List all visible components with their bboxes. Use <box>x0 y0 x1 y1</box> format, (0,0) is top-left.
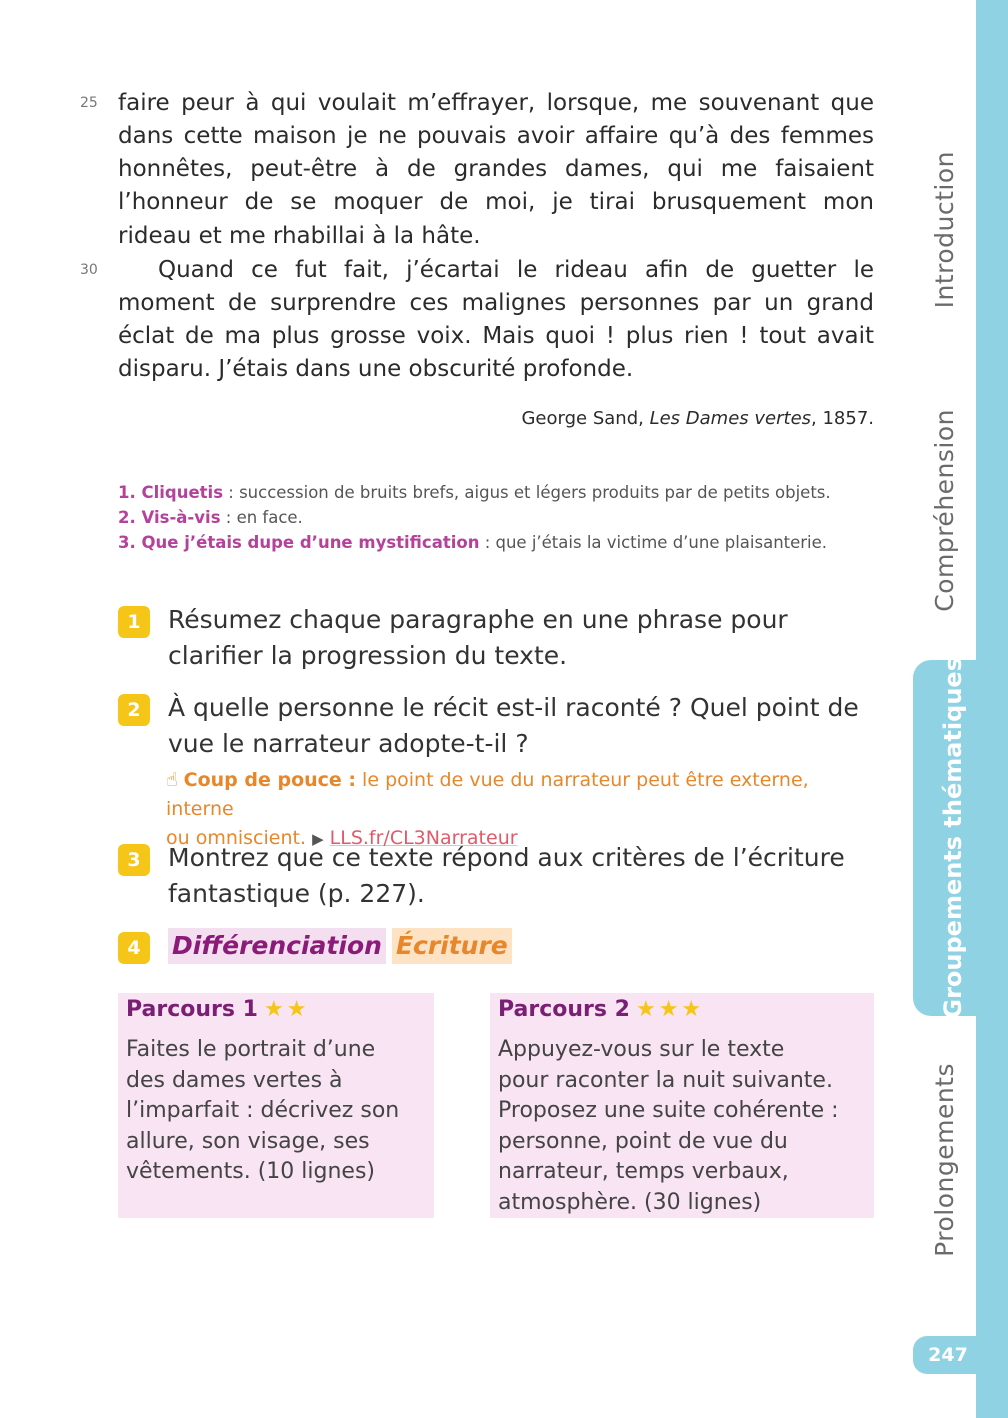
question-line: fantastique (p. 227). <box>168 879 425 908</box>
footnote-def: : en face. <box>220 508 303 527</box>
text-line: Quand ce fut fait, j’écartai le rideau afin de guetter le <box>158 257 874 283</box>
source-citation <box>400 405 874 433</box>
tab-comprehension-label: Compréhension <box>929 408 959 612</box>
star-icon: ★★★ <box>635 997 705 1022</box>
footnotes <box>118 480 878 555</box>
parcours-line: vêtements. (10 lignes) <box>126 1159 375 1184</box>
ecriture-label: Écriture <box>392 928 512 964</box>
parcours-line: Faites le portrait d’une <box>126 1037 376 1062</box>
parcours-line: l’imparfait : décrivez son <box>126 1098 400 1123</box>
question-line: À quelle personne le récit est-il raconté ? Quel point de <box>168 693 859 722</box>
source-year: , 1857. <box>811 408 874 429</box>
parcours-body <box>126 1035 399 1188</box>
question-line: vue le narrateur adopte-t-il ? <box>168 729 529 758</box>
differenciation-label: Différenciation <box>168 928 386 964</box>
text-line: dans cette maison je ne pouvais avoir affaire qu’à des femmes <box>118 123 874 149</box>
pointing-hand-icon: ☝ <box>166 769 178 791</box>
question-line: Montrez que ce texte répond aux critères de l’écriture <box>168 843 845 872</box>
tab-prolongements-label: Prolongements <box>929 1063 959 1257</box>
footnote-def: : succession de bruits brefs, aigus et légers produits par de petits objets. <box>223 483 831 502</box>
source-author: George Sand, <box>521 408 644 429</box>
question-text <box>168 928 878 964</box>
question-number-badge: 3 <box>118 844 150 876</box>
footnote-term: 3. Que j’étais dupe d’une mystification <box>118 533 480 552</box>
tab-groupements-label: Groupements thématiques <box>939 657 967 1019</box>
footnote-def: : que j’étais la victime d’une plaisanterie. <box>479 533 828 552</box>
question-line: clarifier la progression du texte. <box>168 641 568 670</box>
text-line: rideau et me rhabillai à la hâte. <box>118 223 481 249</box>
play-arrow-icon: ▶ <box>312 830 324 848</box>
source-title: Les Dames vertes <box>649 408 812 429</box>
hint-text: le point de vue du narrateur peut être externe, interne <box>166 769 809 820</box>
page-number: 247 <box>913 1336 983 1374</box>
parcours-line: allure, son visage, ses <box>126 1128 370 1154</box>
parcours-title-text: Parcours 2 <box>498 997 630 1022</box>
parcours-line: narrateur, temps verbaux, <box>498 1159 789 1184</box>
parcours-title-text: Parcours 1 <box>126 997 258 1022</box>
hint-text: ou omniscient. <box>166 827 307 849</box>
line-number: 30 <box>80 262 98 278</box>
parcours-body <box>498 1035 839 1218</box>
hint-link[interactable]: LLS.fr/CL3Narrateur <box>329 827 518 849</box>
text-line: honnêtes, peut-être à de grandes dames, qui me faisaient <box>118 156 874 182</box>
tab-comprehension[interactable] <box>914 400 974 620</box>
question-number-badge: 2 <box>118 694 150 726</box>
question-text <box>168 840 878 912</box>
text-line: éclat de ma plus grosse voix. Mais quoi ! plus rien ! tout avait <box>118 323 874 349</box>
question-line: Résumez chaque paragraphe en une phrase pour <box>168 605 788 634</box>
hint-label: Coup de pouce : <box>183 769 357 791</box>
question-number-badge: 1 <box>118 606 150 638</box>
tab-prolongements[interactable] <box>914 1050 974 1270</box>
text-line: moment de surprendre ces malignes personnes par un grand <box>118 290 874 316</box>
parcours-line: Proposez une suite cohérente : <box>498 1098 839 1123</box>
parcours-line: atmosphère. (30 lignes) <box>498 1189 762 1215</box>
footnote <box>118 530 878 555</box>
parcours-line: des dames vertes à <box>126 1067 343 1093</box>
tab-introduction-label: Introduction <box>929 151 959 309</box>
parcours-line: Appuyez-vous sur le texte <box>498 1037 785 1062</box>
parcours-2-box <box>490 993 874 1218</box>
footnote-term: 1. Cliquetis <box>118 483 224 502</box>
parcours-line: pour raconter la nuit suivante. <box>498 1067 833 1093</box>
footnote <box>118 480 878 505</box>
parcours-title <box>126 997 309 1022</box>
parcours-1-box <box>118 993 434 1218</box>
question-text <box>168 690 878 762</box>
line-number: 25 <box>80 95 98 111</box>
question-text <box>168 602 878 674</box>
star-icon: ★★ <box>263 997 310 1022</box>
parcours-title <box>498 997 704 1022</box>
tab-groupements[interactable] <box>913 657 993 1019</box>
parcours-line: personne, point de vue du <box>498 1128 788 1154</box>
question-number-badge: 4 <box>118 932 150 964</box>
text-line: faire peur à qui voulait m’effrayer, lorsque, me souvenant que <box>118 90 874 116</box>
text-line: l’honneur de se moquer de moi, je tirai brusquement mon <box>118 189 874 215</box>
footnote <box>118 505 878 530</box>
text-line: disparu. J’étais dans une obscurité profonde. <box>118 356 634 382</box>
hint-line <box>166 766 866 824</box>
tab-introduction[interactable] <box>914 140 974 320</box>
footnote-term: 2. Vis-à-vis <box>118 508 221 527</box>
